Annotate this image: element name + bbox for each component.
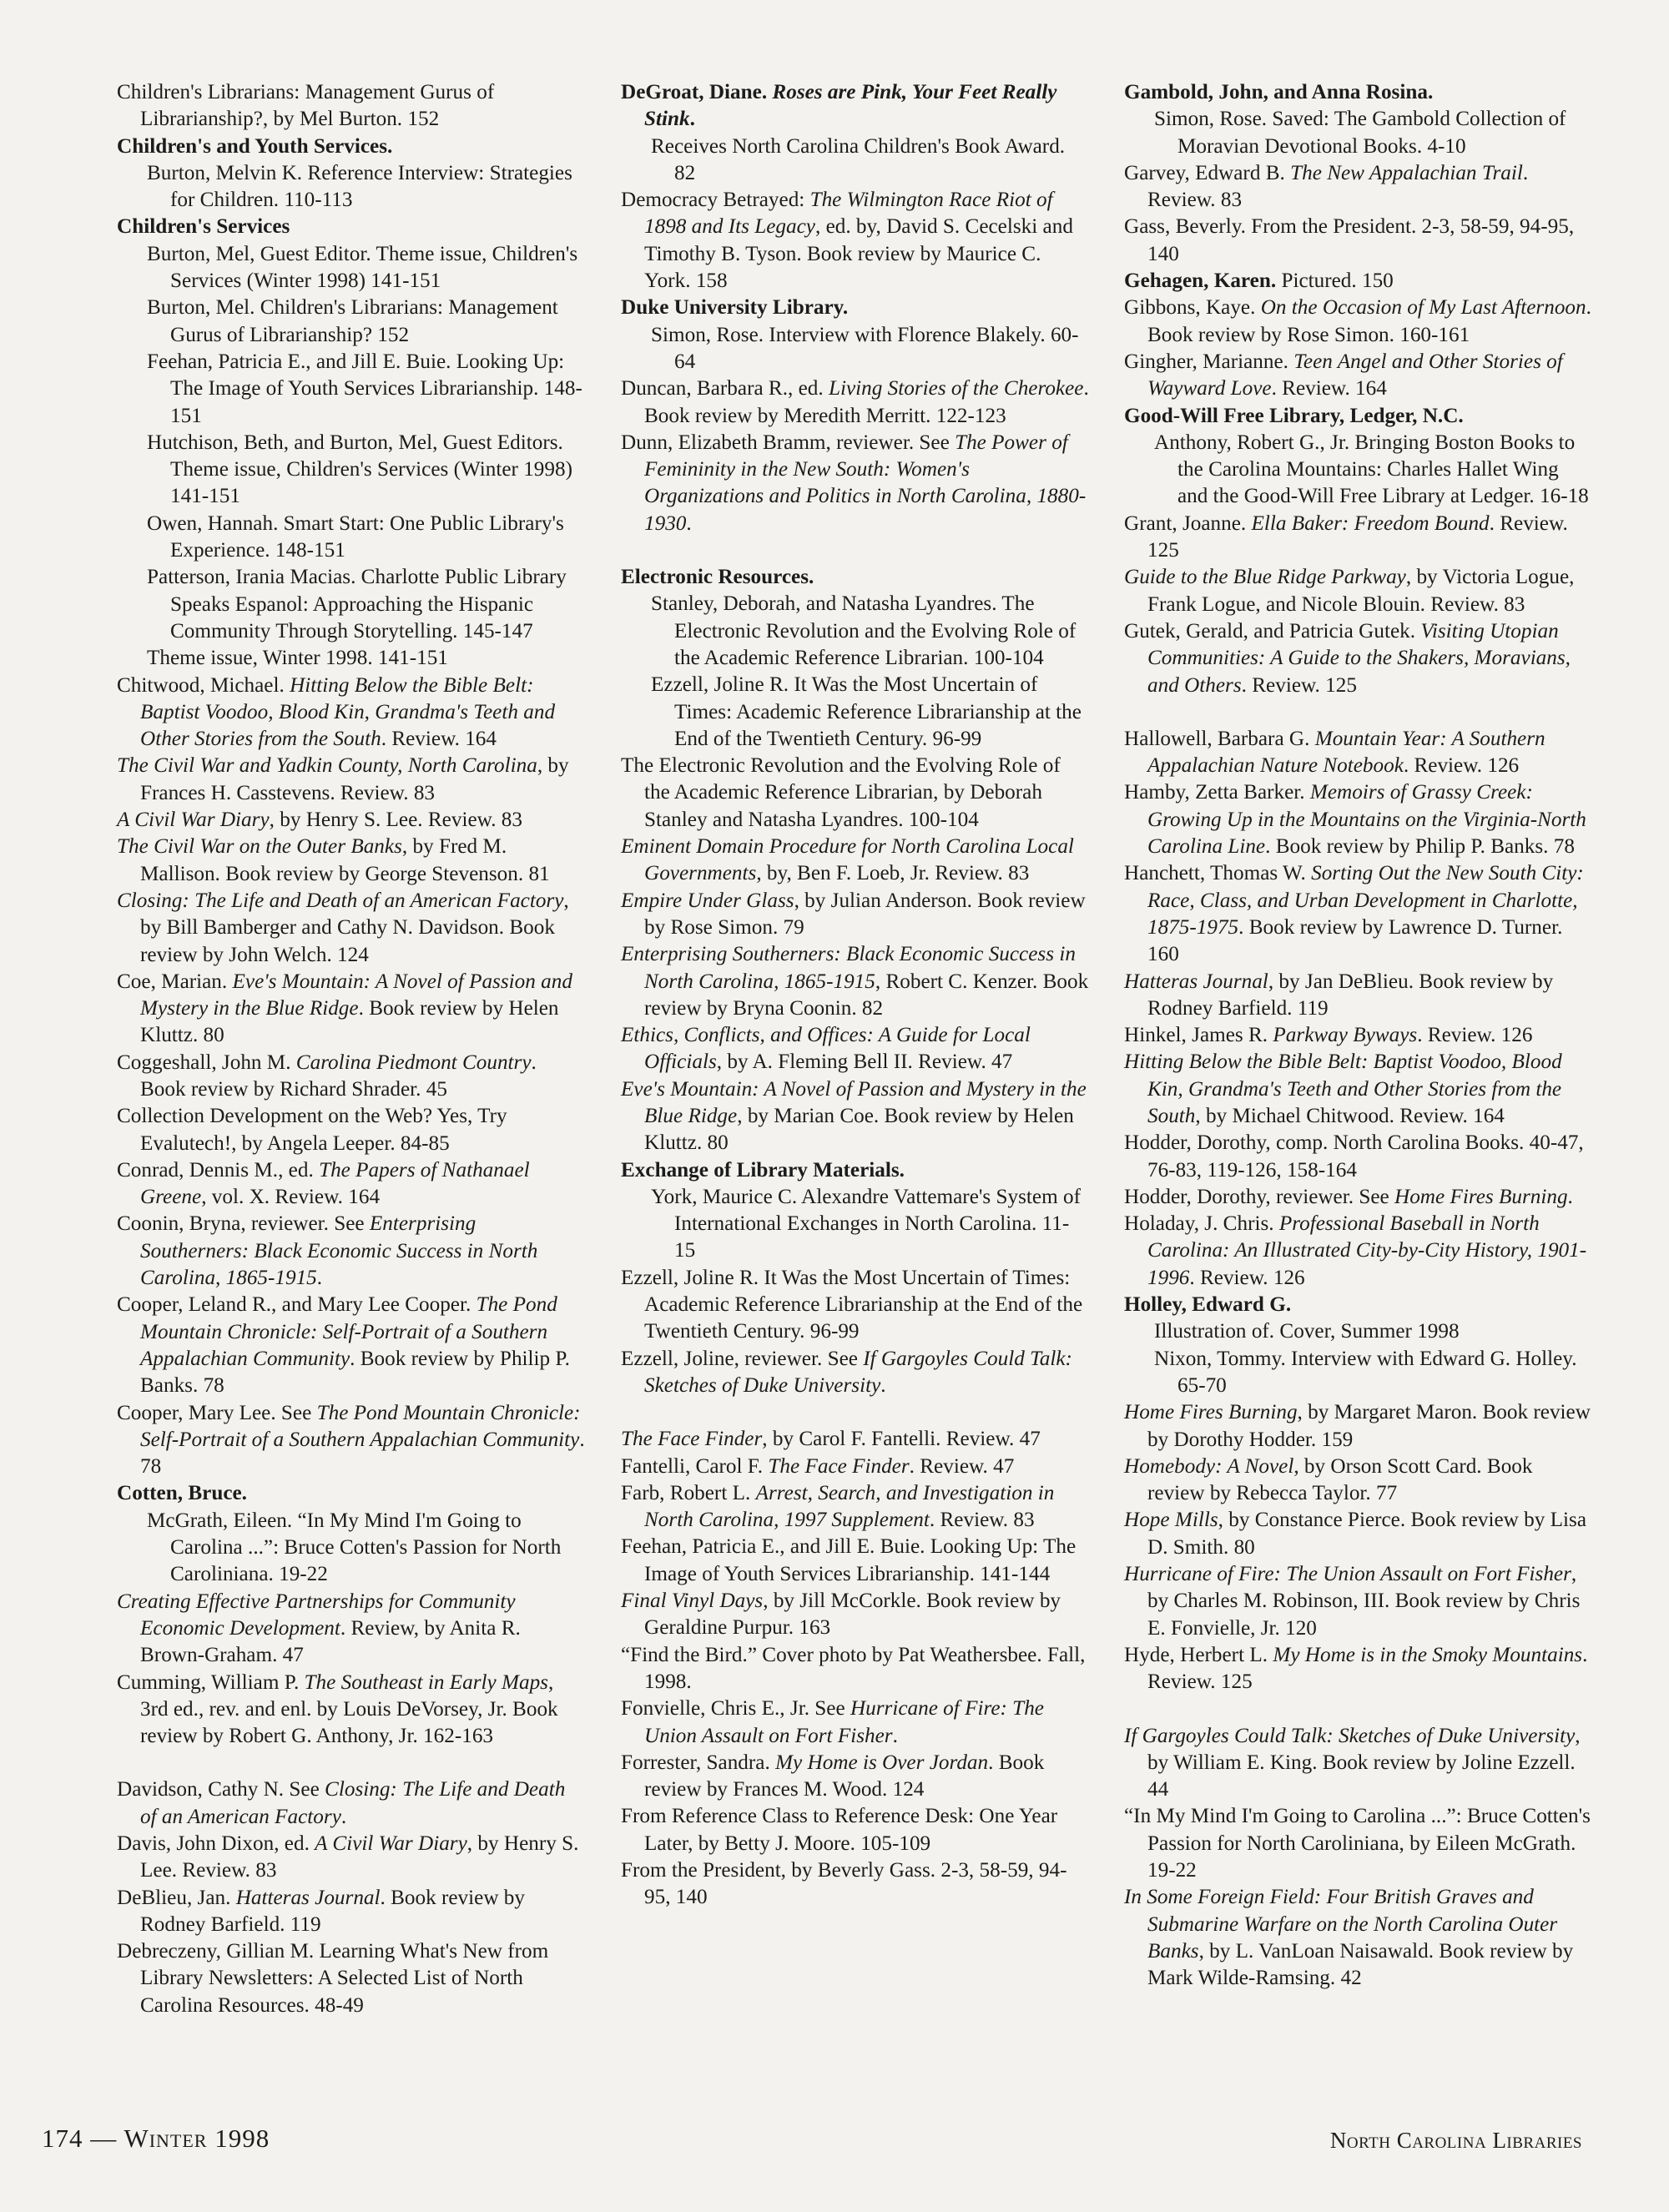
index-entry: Burton, Melvin K. Reference Interview: Strategies for Children. 110-113: [147, 161, 572, 212]
index-entry: Feehan, Patricia E., and Jill E. Buie. Looking Up: The Image of Youth Services Librarianship. 141-144: [621, 1535, 1077, 1585]
index-entry: Feehan, Patricia E., and Jill E. Buie. Looking Up: The Image of Youth Services Librarianship. 148-151: [147, 350, 582, 427]
index-entry: Conrad, Dennis M., ed. The Papers of Nathanael Greene, vol. X. Review. 164: [117, 1158, 530, 1209]
index-entry: DeBlieu, Jan. Hatteras Journal. Book review by Rodney Barfield. 119: [117, 1886, 525, 1936]
index-entry: Gibbons, Kaye. On the Occasion of My Last Afternoon. Book review by Rose Simon. 160-161: [1124, 296, 1591, 346]
index-entry: Fantelli, Carol F. The Face Finder. Review. 47: [621, 1454, 1015, 1478]
index-entry: Coe, Marian. Eve's Mountain: A Novel of Passion and Mystery in the Blue Ridge. Book review by Helen Kluttz. 80: [117, 970, 572, 1047]
index-entry: Patterson, Irania Macias. Charlotte Public Library Speaks Espanol: Approaching the Hispanic Community Through Storytelling. 145-147: [147, 566, 567, 642]
index-entry: The Civil War on the Outer Banks, by Fred M. Mallison. Book review by George Stevenson. 81: [117, 835, 550, 885]
index-entry: A Civil War Diary, by Henry S. Lee. Review. 83: [117, 809, 522, 832]
index-entry: Grant, Joanne. Ella Baker: Freedom Bound. Review. 125: [1124, 511, 1568, 562]
index-entry: Home Fires Burning, by Margaret Maron. Book review by Dorothy Hodder. 159: [1124, 1401, 1591, 1451]
index-entry: If Gargoyles Could Talk: Sketches of Duke University, by William E. King. Book review by Joline Ezzell. 44: [1124, 1724, 1581, 1801]
index-entry: Ethics, Conflicts, and Offices: A Guide for Local Officials, by A. Fleming Bell II. Review. 47: [621, 1024, 1031, 1074]
index-entry: Gehagen, Karen. Pictured. 150: [1124, 270, 1394, 293]
index-entry: Nixon, Tommy. Interview with Edward G. Holley. 65-70: [1154, 1347, 1577, 1397]
index-entry: Hyde, Herbert L. My Home is in the Smoky Mountains. Review. 125: [1124, 1643, 1588, 1694]
index-entry: Dunn, Elizabeth Bramm, reviewer. See The Power of Femininity in the New South: Women's Organizations and Politics in North Carolina, 1880-1930.: [621, 431, 1087, 535]
index-entry: In Some Foreign Field: Four British Graves and Submarine Warfare on the North Carolina Outer Banks, by L. VanLoan Naisawald. Book review by Mark Wilde-Ramsing. 42: [1124, 1886, 1574, 1990]
index-entry: Cooper, Mary Lee. See The Pond Mountain Chronicle: Self-Portrait of a Southern Appalachian Community. 78: [117, 1401, 585, 1479]
index-entry: Children's Services: [117, 215, 290, 239]
index-entry: Final Vinyl Days, by Jill McCorkle. Book review by Geraldine Purpur. 163: [621, 1590, 1061, 1640]
index-column-1: [117, 79, 586, 2019]
index-entry: Holley, Edward G.: [1124, 1293, 1292, 1317]
index-entry: Children's Librarians: Management Gurus of Librarianship?, by Mel Burton. 152: [117, 81, 495, 131]
index-entry: York, Maurice C. Alexandre Vattemare's System of International Exchanges in North Carolina. 11-15: [651, 1185, 1081, 1262]
index-entry: Hodder, Dorothy, reviewer. See Home Fires Burning.: [1124, 1185, 1573, 1208]
index-entry: Hamby, Zetta Barker. Memoirs of Grassy Creek: Growing Up in the Mountains on the Virginia-North Carolina Line. Book review by Philip P. Banks. 78: [1124, 781, 1586, 859]
index-entry: Cumming, William P. The Southeast in Early Maps, 3rd ed., rev. and enl. by Louis DeVorsey, Jr. Book review by Robert G. Anthony, Jr. 162-163: [117, 1670, 558, 1748]
index-entry: Coggeshall, John M. Carolina Piedmont Country. Book review by Richard Shrader. 45: [117, 1051, 537, 1101]
index-entry: Ezzell, Joline R. It Was the Most Uncertain of Times: Academic Reference Librarianship at the End of the Twentieth Century. 96-99: [651, 673, 1082, 750]
index-entry: Collection Development on the Web? Yes, Try Evalutech!, by Angela Leeper. 84-85: [117, 1105, 507, 1155]
index-entry: Electronic Resources.: [621, 566, 814, 589]
index-entry: Hatteras Journal, by Jan DeBlieu. Book review by Rodney Barfield. 119: [1124, 970, 1554, 1020]
index-entry: Creating Effective Partnerships for Community Economic Development. Review, by Anita R. Brown-Graham. 47: [117, 1590, 521, 1667]
index-entry: Eve's Mountain: A Novel of Passion and Mystery in the Blue Ridge, by Marian Coe. Book review by Helen Kluttz. 80: [621, 1077, 1087, 1155]
index-entry: Garvey, Edward B. The New Appalachian Trail. Review. 83: [1124, 161, 1529, 212]
index-entry: McGrath, Eileen. “In My Mind I'm Going to Carolina ...”: Bruce Cotten's Passion for North Caroliniana. 19-22: [147, 1509, 562, 1586]
index-entry: Hitting Below the Bible Belt: Baptist Voodoo, Blood Kin, Grandma's Teeth and Other Stories from the South, by Michael Chitwood. Review. 164: [1124, 1051, 1562, 1127]
index-entry: From Reference Class to Reference Desk: One Year Later, by Betty J. Moore. 105-109: [621, 1805, 1058, 1855]
page-footer-left: 174 — Winter 1998: [42, 2124, 270, 2153]
index-entry: Closing: The Life and Death of an American Factory, by Bill Bamberger and Cathy N. Davidson. Book review by John Welch. 124: [117, 889, 569, 966]
index-entry: Forrester, Sandra. My Home is Over Jordan. Book review by Frances M. Wood. 124: [621, 1751, 1045, 1801]
index-entry: Debreczeny, Gillian M. Learning What's New from Library Newsletters: A Selected List of North Carolina Resources. 48-49: [117, 1940, 549, 2017]
index-entry: Hinkel, James R. Parkway Byways. Review. 126: [1124, 1024, 1533, 1047]
index-column-2: [621, 79, 1090, 1912]
index-entry: Duke University Library.: [621, 296, 849, 320]
index-entry: The Civil War and Yadkin County, North Carolina, by Frances H. Casstevens. Review. 83: [117, 754, 569, 804]
index-entry: The Electronic Revolution and the Evolving Role of the Academic Reference Librarian, by Deborah Stanley and Natasha Lyandres. 100-104: [621, 754, 1061, 831]
index-entry: Gambold, John, and Anna Rosina.: [1124, 81, 1434, 103]
index-entry: Hutchison, Beth, and Burton, Mel, Guest Editors. Theme issue, Children's Services (Winter 1998) 141-151: [147, 431, 572, 508]
index-entry: Chitwood, Michael. Hitting Below the Bible Belt: Baptist Voodoo, Blood Kin, Grandma's Teeth and Other Stories from the South. Review. 164: [117, 673, 556, 751]
index-entry: Ezzell, Joline, reviewer. See If Gargoyles Could Talk: Sketches of Duke University.: [621, 1347, 1072, 1397]
index-entry: Fonvielle, Chris E., Jr. See Hurricane of Fire: The Union Assault on Fort Fisher.: [621, 1697, 1044, 1747]
index-entry: Cotten, Bruce.: [117, 1482, 247, 1505]
index-entry: Gass, Beverly. From the President. 2-3, 58-59, 94-95, 140: [1124, 215, 1575, 265]
index-entry: Burton, Mel, Guest Editor. Theme issue, Children's Services (Winter 1998) 141-151: [147, 242, 578, 293]
index-entry: Hallowell, Barbara G. Mountain Year: A Southern Appalachian Nature Notebook. Review. 126: [1124, 727, 1545, 778]
index-entry: Burton, Mel. Children's Librarians: Management Gurus of Librarianship? 152: [147, 296, 558, 346]
index-entry: Gingher, Marianne. Teen Angel and Other Stories of Wayward Love. Review. 164: [1124, 350, 1563, 401]
index-entry: Cooper, Leland R., and Mary Lee Cooper. The Pond Mountain Chronicle: Self-Portrait of a Southern Appalachian Community. Book review by Philip P. Banks. 78: [117, 1293, 570, 1398]
index-entry: From the President, by Beverly Gass. 2-3, 58-59, 94-95, 140: [621, 1859, 1067, 1909]
index-entry: DeGroat, Diane. Roses are Pink, Your Feet Really Stink.: [621, 81, 1057, 131]
index-entry: Davidson, Cathy N. See Closing: The Life and Death of an American Factory.: [117, 1778, 566, 1828]
index-entry: The Face Finder, by Carol F. Fantelli. Review. 47: [621, 1428, 1041, 1451]
index-entry: Holaday, J. Chris. Professional Baseball in North Carolina: An Illustrated City-by-City History, 1901-1996. Review. 126: [1124, 1212, 1587, 1289]
index-entry: Illustration of. Cover, Summer 1998: [1154, 1320, 1460, 1343]
index-entry: Simon, Rose. Saved: The Gambold Collection of Moravian Devotional Books. 4-10: [1154, 108, 1566, 158]
index-entry: Ezzell, Joline R. It Was the Most Uncertain of Times: Academic Reference Librarianship at the End of the Twentieth Century. 96-99: [621, 1266, 1083, 1343]
index-entry: Duncan, Barbara R., ed. Living Stories of the Cherokee. Book review by Meredith Merritt. 122-123: [621, 377, 1089, 427]
index-entry: Farb, Robert L. Arrest, Search, and Investigation in North Carolina, 1997 Supplement. Review. 83: [621, 1481, 1055, 1532]
index-entry: Coonin, Bryna, reviewer. See Enterprising Southerners: Black Economic Success in North Carolina, 1865-1915.: [117, 1212, 538, 1290]
index-entry: Guide to the Blue Ridge Parkway, by Victoria Logue, Frank Logue, and Nicole Blouin. Review. 83: [1124, 566, 1575, 616]
index-entry: Simon, Rose. Interview with Florence Blakely. 60-64: [651, 323, 1079, 373]
index-entry: Democracy Betrayed: The Wilmington Race Riot of 1898 and Its Legacy, ed. by, David S. Cecelski and Timothy B. Tyson. Book review by Maurice C. York. 158: [621, 189, 1073, 293]
index-entry: Empire Under Glass, by Julian Anderson. Book review by Rose Simon. 79: [621, 889, 1086, 939]
index-entry: Owen, Hannah. Smart Start: One Public Library's Experience. 148-151: [147, 511, 564, 562]
index-entry: Anthony, Robert G., Jr. Bringing Boston Books to the Carolina Mountains: Charles Hallet Wing and the Good-Will Free Library at Ledger. 16-18: [1154, 431, 1589, 508]
index-entry: Receives North Carolina Children's Book Award. 82: [651, 134, 1066, 184]
index-entry: Theme issue, Winter 1998. 141-151: [147, 647, 448, 670]
index-entry: Enterprising Southerners: Black Economic Success in North Carolina, 1865-1915, Robert C. Kenzer. Book review by Bryna Coonin. 82: [621, 943, 1089, 1020]
index-entry: Hanchett, Thomas W. Sorting Out the New South City: Race, Class, and Urban Development in Charlotte, 1875-1975. Book review by Lawrence D. Turner. 160: [1124, 862, 1584, 966]
index-entry: Eminent Domain Procedure for North Carolina Local Governments, by, Ben F. Loeb, Jr. Review. 83: [621, 835, 1074, 885]
index-entry: Hope Mills, by Constance Pierce. Book review by Lisa D. Smith. 80: [1124, 1509, 1587, 1559]
index-entry: Homebody: A Novel, by Orson Scott Card. Book review by Rebecca Taylor. 77: [1124, 1454, 1533, 1505]
index-entry: Stanley, Deborah, and Natasha Lyandres. The Electronic Revolution and the Evolving Role of the Academic Reference Librarian. 100-104: [651, 592, 1077, 669]
index-column-3: [1124, 79, 1593, 1992]
index-entry: Children's and Youth Services.: [117, 134, 393, 158]
index-entry: Hodder, Dorothy, comp. North Carolina Books. 40-47, 76-83, 119-126, 158-164: [1124, 1131, 1584, 1182]
index-entry: Good-Will Free Library, Ledger, N.C.: [1124, 404, 1464, 427]
index-entry: “Find the Bird.” Cover photo by Pat Weathersbee. Fall, 1998.: [621, 1643, 1086, 1693]
index-entry: Hurricane of Fire: The Union Assault on Fort Fisher, by Charles M. Robinson, III. Book review by Chris E. Fonvielle, Jr. 120: [1124, 1563, 1581, 1640]
index-entry: “In My Mind I'm Going to Carolina ...”: Bruce Cotten's Passion for North Caroliniana, by Eileen McGrath. 19-22: [1124, 1805, 1591, 1882]
index-entry: Gutek, Gerald, and Patricia Gutek. Visiting Utopian Communities: A Guide to the Shakers, Moravians, and Others. Review. 125: [1124, 619, 1571, 697]
page-footer-right: North Carolina Libraries: [1329, 2128, 1582, 2153]
index-entry: Exchange of Library Materials.: [621, 1158, 905, 1182]
index-entry: Davis, John Dixon, ed. A Civil War Diary, by Henry S. Lee. Review. 83: [117, 1832, 579, 1882]
